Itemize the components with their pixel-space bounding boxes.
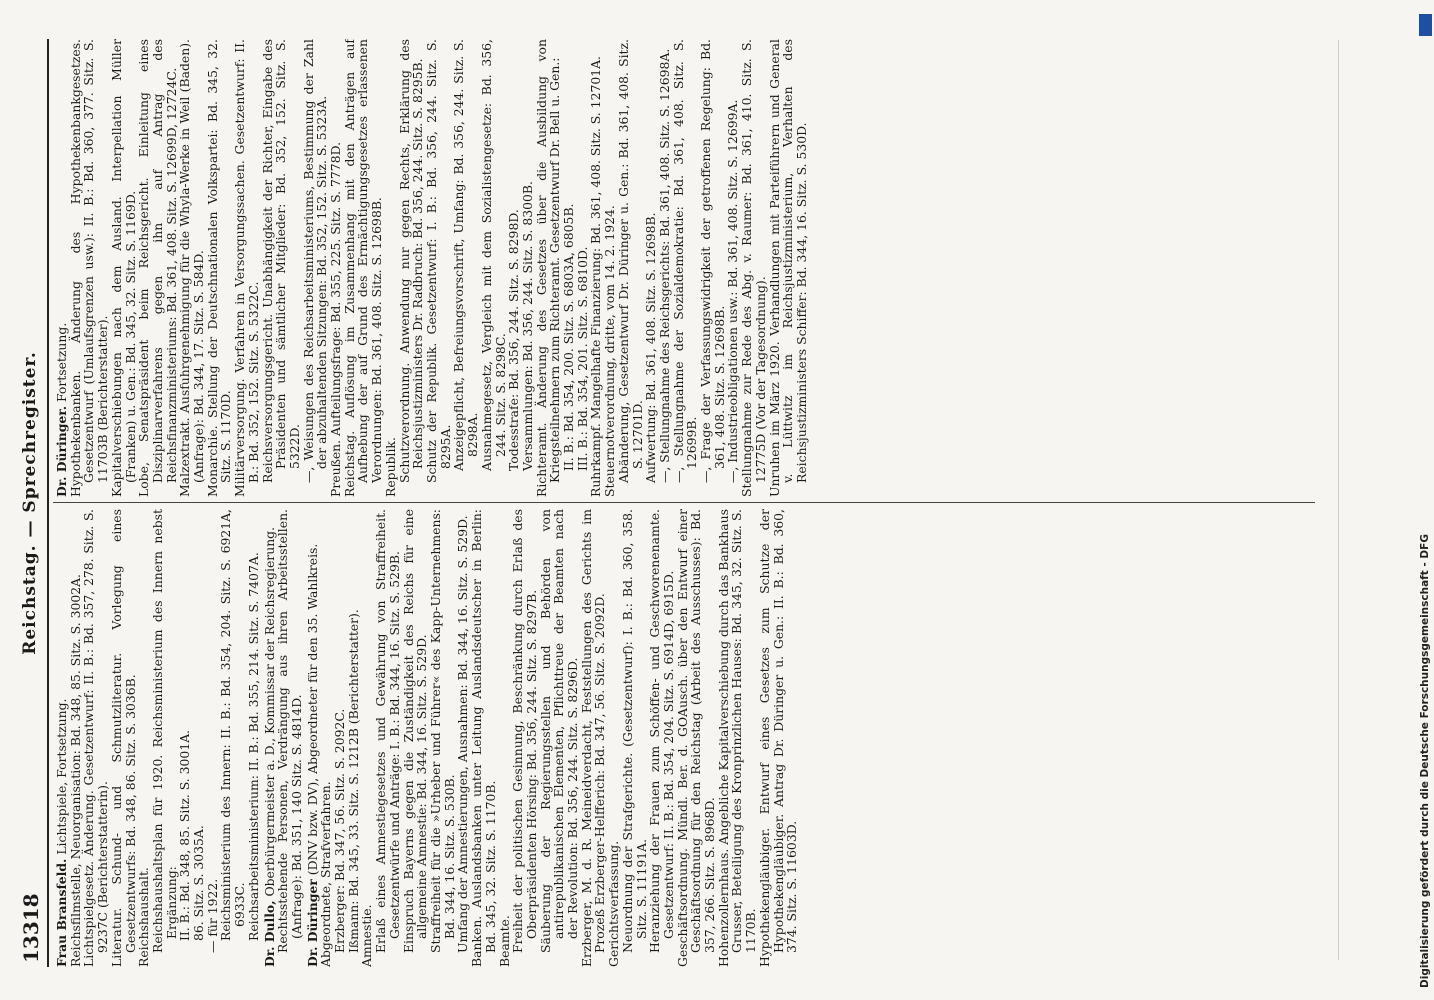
index-entry xyxy=(319,509,333,967)
index-entry xyxy=(576,39,590,497)
index-entry xyxy=(644,39,658,497)
index-entry xyxy=(402,509,429,967)
entry-text: —, Stellungnahme des Reichsgerichts: Bd. 361, 408. Sitz. S. 12698A. xyxy=(656,48,672,483)
entry-text: II. B.: Bd. 348, 85. Sitz. S. 3001A. xyxy=(177,729,193,941)
index-entry xyxy=(178,509,192,967)
entry-text: Anzeigepflicht, Befreiungsvorschrift, Umfang: Bd. 356, 244. Sitz. S. 8298A. xyxy=(451,39,481,471)
index-entry xyxy=(178,39,205,497)
entry-text: Reichshaushalt. xyxy=(136,867,152,967)
rotated-register-page xyxy=(17,33,1317,973)
index-entry xyxy=(247,509,261,967)
index-entry xyxy=(699,39,726,497)
index-entry xyxy=(151,509,178,967)
index-entry xyxy=(740,39,767,497)
entry-text: Ißmann: Bd. 345, 33. Sitz. S. 1212B (Berichterstatter). xyxy=(345,609,361,953)
speaker-entry xyxy=(306,509,320,967)
index-entry xyxy=(276,509,303,967)
index-entry xyxy=(398,39,425,497)
index-entry xyxy=(137,39,178,497)
entry-text: Reichsministerium des Innern: II. B.: Bd. 354, 204. Sitz. S. 6921A, 6933C. xyxy=(218,509,248,941)
entry-text: Monarchie. Stellung der Deutschnationalen Volkspartei: Bd. 345, 32. Sitz. S. 1170D. xyxy=(204,39,234,497)
speaker-name: Dr. Düringer. xyxy=(54,405,69,497)
index-entry xyxy=(329,39,343,497)
index-entry xyxy=(617,39,644,497)
entry-text: Säuberung der Regierungsstellen und Behörden von antirepublikanischen Elementen, Pflichttreue der Beamten nach der Revolution: Bd. 356, 244. Sitz. S. 8296D. xyxy=(537,509,581,953)
entry-text: Richteramt. Änderung des Gesetzes über die Ausbildung von Kriegsteilnehmern zum Richteramt. Gesetzentwurf Dr. Bell u. Gen.: xyxy=(533,39,563,497)
index-entry xyxy=(333,509,347,967)
entry-text: Versammlungen: Bd. 356, 244. Sitz. S. 8300B. xyxy=(519,181,535,471)
entry-text: Hypothekengläubiger. Entwurf eines Gesetzes zum Schutze der Hypothekengläubiger. Antrag Dr. Düringer u. Gen.: II. B.: Bd. 360, 374. Sitz. S. 11603D. xyxy=(756,509,800,967)
page-header xyxy=(17,39,49,967)
entry-text: Erlaß eines Amnestiegesetzes und Gewährung von Straffreiheit. Gesetzentwürfe und Anträge: I. B.: Bd. 344, 16. Sitz. S. 529B. xyxy=(373,509,402,953)
index-entry xyxy=(511,509,538,967)
index-entry xyxy=(676,509,717,967)
index-entry xyxy=(233,39,260,497)
index-entry xyxy=(82,509,109,967)
index-entry xyxy=(521,39,535,497)
page-edge-line xyxy=(1338,40,1339,960)
index-entry xyxy=(480,39,507,497)
entry-text: III. B.: Bd. 354, 201. Sitz. S. 6810D. xyxy=(574,246,590,471)
entry-text: Abänderung, Gesetzentwurf Dr. Düringer u. Gen.: Bd. 361, 408. Sitz. S. 12701D. xyxy=(615,39,645,483)
speaker-name: Dr. Dullo, xyxy=(261,900,277,967)
index-entry xyxy=(110,39,137,497)
index-entry xyxy=(717,509,758,967)
entry-text: Aufwertung: Bd. 361, 408. Sitz. S. 12698B. xyxy=(643,212,659,483)
entry-text: Gerichtsverfassung. xyxy=(606,840,622,967)
entry-text: Oberbürgermeister a. D., Kommissar der Reichsregierung. xyxy=(261,526,277,901)
index-entry xyxy=(137,509,151,967)
index-entry xyxy=(261,39,302,497)
entry-text: Todesstrafe: Bd. 356, 244. Sitz. S. 8298D. xyxy=(506,209,522,471)
entry-text: —, Weisungen des Reichsarbeitsministeriums, Bestimmung der Zahl der abzuhaltenden Sitzungen: Bd. 352, 152. Sitz. S. 5323A. xyxy=(300,39,330,483)
entry-text: Freiheit der politischen Gesinnung, Beschränkung durch Erlaß des Oberpräsidenten Hörsing: Bd. 356, 244. Sitz. S. 8297B. xyxy=(510,509,539,953)
entry-text: Hypothekenbanken. Änderung des Hypothekenbankgesetzes. Gesetzentwurf (Umlaufsgrenzen usw.): II. B.: Bd. 360, 377. Sitz. S. 11703B (Berichterstatter). xyxy=(67,39,111,497)
index-entry xyxy=(69,39,110,497)
entry-text: 86. Sitz. S. 3035A. xyxy=(191,825,207,941)
entry-text: Ruhrkampf. Mangelhafte Finanzierung: Bd. 361, 408. Sitz. S. 12701A. xyxy=(588,56,604,497)
index-entry xyxy=(621,509,648,967)
index-entry xyxy=(452,39,479,497)
entry-text: Erzberger, M. d. R. Meineidverdacht, Feststellungen des Gerichts im Prozeß Erzberger-Helfferich: Bd. 347, 56. Sitz. S. 2092D. xyxy=(578,509,608,967)
entry-text: Hohenzollernhaus. Angebliche Kapitalverschiebung durch das Bankhaus Grusser, Beteiligung des Kronprinzlichen Hauses: Bd. 345, 32. Sitz. S. 1170B. xyxy=(715,509,759,967)
entry-text: (DNV bzw. DV), Abgeordneter für den 35. Wahlkreis. xyxy=(304,543,320,880)
index-entry xyxy=(429,509,456,967)
entry-text: Heranziehung der Frauen zum Schöffen- und Geschworenenamte. Gesetzentwurf: II. B.: Bd. 354, 204. Sitz. S. 6914D, 6915D. xyxy=(647,509,676,953)
entry-text: Schutz der Republik. Gesetzentwurf: I. B.: Bd. 356, 244. Sitz. S. 8295A. xyxy=(423,39,453,483)
column-divider xyxy=(53,502,1315,503)
index-entry xyxy=(589,39,603,497)
entry-text: Lichtspielgesetz. Änderung. Gesetzentwurf: II. B.: Bd. 357, 278. Sitz. S. 9237C (Berichterstatterin). xyxy=(81,509,111,967)
entry-text: Abgeordnete, Strafverfahren. xyxy=(318,781,334,967)
index-entry xyxy=(648,509,675,967)
index-entry xyxy=(69,509,83,967)
index-entry xyxy=(535,39,562,497)
page-number: 13318 xyxy=(19,893,43,963)
index-entry xyxy=(110,509,137,967)
entry-text: Republik. xyxy=(382,437,398,497)
entry-text: Lobe, Senatspräsident beim Reichsgericht. Einleitung eines Disziplinarverfahrens gegen ihn auf Antrag des Reichsfinanzministeriums: Bd. 361, 408. Sitz. S. 12699D, 12724C. xyxy=(136,39,179,497)
index-entry xyxy=(302,39,329,497)
entry-text: Literatur. Schund- und Schmutzliteratur. Vorlegung eines Gesetzentwurfs: Bd. 348, 86. Sitz. S. 3036B. xyxy=(108,509,138,967)
dfg-caption: Digitalisierung gefördert durch die Deutsche Forschungsgemeinschaft - DFG xyxy=(1419,534,1431,988)
entry-text: Straffreiheit für die »Urheber und Führer« des Kapp-Unternehmens: Bd. 344, 16. Sitz. S. 530B. xyxy=(427,509,457,953)
index-entry xyxy=(470,509,497,967)
index-entry xyxy=(374,509,401,967)
entry-text: Militärversorgung. Verfahren in Versorgungssachen. Gesetzentwurf: II. B.: Bd. 352, 152. Sitz. S. 5322C. xyxy=(232,39,261,497)
index-entry xyxy=(456,509,470,967)
entry-text: Neuordnung der Strafgerichte. (Gesetzentwurf): I. B.: Bd. 360, 358. Sitz. S. 11191A. xyxy=(619,509,649,953)
entry-text: Reichstag. Auflösung im Zusammenhang mit den Anträgen auf Aufhebung der auf Grund des Ermächtigungsgesetzes erlassenen Verordnungen: Bd. 361, 408. Sitz. S. 12698B. xyxy=(341,39,385,497)
entry-text: Beamte. xyxy=(496,915,512,967)
entry-text: —, Industrieobligationen usw.: Bd. 361, 408. Sitz. S. 12699A. xyxy=(725,99,741,483)
index-entry xyxy=(607,509,621,967)
speaker-entry xyxy=(55,39,69,497)
entry-text: — für 1922. xyxy=(204,878,220,953)
index-entry xyxy=(498,509,512,967)
entry-text: Ausnahmegesetz, Vergleich mit dem Sozialistengesetze: Bd. 356, 244. Sitz. S. 8298C. xyxy=(478,39,508,471)
speaker-entry xyxy=(55,509,69,967)
entry-text: Malzextrakt. Ausfuhrgenehmigung für die Whyla-Werke in Weil (Baden). (Anfrage): Bd. 344, 17. Sitz. S. 584D. xyxy=(177,39,207,497)
entry-text: Reichsfilmstelle, Neuorganisation: Bd. 348, 85. Sitz. S. 3002A. xyxy=(67,574,83,967)
speaker-name: Frau Bransfeld. xyxy=(54,858,69,967)
index-entry xyxy=(672,39,699,497)
index-entry xyxy=(768,39,809,497)
index-entry xyxy=(360,509,374,967)
index-entry xyxy=(580,509,607,967)
speaker-name: Dr. Düringer xyxy=(304,879,320,967)
index-entry xyxy=(192,509,206,967)
entry-text: II. B.: Bd. 354, 200. Sitz. S. 6803A, 6805B. xyxy=(561,203,577,471)
index-entry xyxy=(539,509,580,967)
index-entry xyxy=(219,509,246,967)
running-title: Reichstag. — Sprechregister. xyxy=(20,351,40,655)
index-entry xyxy=(343,39,384,497)
entry-text: Schutzverordnung. Anwendung nur gegen Rechts, Erklärung des Reichsjustizministers Dr. Radbruch: Bd. 356, 244. Sitz. S. 8295B. xyxy=(396,39,426,483)
entry-text: —, Frage der Verfassungswidrigkeit der getroffenen Regelung: Bd. 361, 408. Sitz. S. 12698B. xyxy=(698,39,727,483)
entry-text: —, Stellungnahme der Sozialdemokratie: Bd. 361, 408. Sitz. S. 12699B. xyxy=(670,39,700,483)
entry-text: Reichsarbeitsministerium: II. B.: Bd. 355, 214. Sitz. S. 7407A. xyxy=(245,552,261,941)
index-entry xyxy=(347,509,361,967)
index-entry xyxy=(425,39,452,497)
index-entry xyxy=(658,39,672,497)
index-entry xyxy=(603,39,617,497)
index-entry xyxy=(206,509,220,967)
right-column xyxy=(53,39,1315,497)
entry-text: Reichsversorgungsgericht. Unabhängigkeit der Richter, Eingabe des Präsidenten und sämtlicher Mitglieder: Bd. 352, 152. Sitz. S. 5322D. xyxy=(259,39,302,483)
entry-text: Rechtsstehende Personen, Verdrängung aus ihren Arbeitsstellen. (Anfrage): Bd. 351, 140 Sitz. S. 4814D. xyxy=(275,509,304,953)
entry-text: Geschäftsordnung. Mündl. Ber. d. GOAusch. über den Entwurf einer Geschäftsordnung für den Reichstag (Arbeit des Ausschusses): Bd. 357, 266. Sitz. S. 8968D. xyxy=(674,509,718,967)
left-column xyxy=(53,509,1315,967)
entry-text: Preußen. Aufteilungsfrage: Bd. 355, 225. Sitz. S. 7778D. xyxy=(328,141,344,497)
entry-text: Stellungnahme zur Rede des Abg. v. Raumer: Bd. 361, 410. Sitz. S. 12775D (Vor der Tagesordnung). xyxy=(739,39,768,497)
entry-text: Einspruch Bayerns gegen die Zuständigkeit des Reichs für eine allgemeine Amnestie: Bd. 344, 16. Sitz. S. 529D. xyxy=(400,509,430,953)
entry-text: Unruhen im März 1920. Verhandlungen mit Parteiführern und General v. Lüttwitz im Reichsjustizministerium, Verhalten des Reichsjustizministers Schiffer: Bd. 344, 16. Sitz. S. 530D. xyxy=(766,39,809,497)
index-entry xyxy=(758,509,799,967)
entry-text: Reichshaushaltsplan für 1920. Reichsministerium des Innern nebst Ergänzung: xyxy=(149,509,179,953)
index-entry xyxy=(562,39,576,497)
entry-text: Kapitalverschiebungen nach dem Ausland. Interpellation Müller (Franken) u. Gen.: Bd. 345, 32. Sitz. S. 1169D. xyxy=(108,39,138,497)
entry-text: Umfang der Amnestierungen, Ausnahmen: Bd. 344, 16. Sitz. S. 529D. xyxy=(455,515,471,953)
entry-text: Lichtspiele, Fortsetzung. xyxy=(54,698,69,859)
entry-text: Fortsetzung. xyxy=(54,322,69,406)
entry-text: Amnestie. xyxy=(359,904,375,967)
index-entry xyxy=(206,39,233,497)
entry-text: Steuernotverordnung, dritte, vom 14. 2. 1924. xyxy=(602,205,618,497)
index-entry xyxy=(726,39,740,497)
entry-text: Erzberger: Bd. 347, 56. Sitz. S. 2092C. xyxy=(332,708,348,953)
speaker-entry xyxy=(263,509,277,967)
columns xyxy=(53,39,1315,967)
entry-text: Banken. Auslandsbanken unter Leitung Auslandsdeutscher in Berlin: Bd. 345, 32. Sitz. S. 1170B. xyxy=(469,509,498,967)
index-entry xyxy=(507,39,521,497)
dfg-sidebar xyxy=(1418,10,1434,990)
index-entry xyxy=(384,39,398,497)
